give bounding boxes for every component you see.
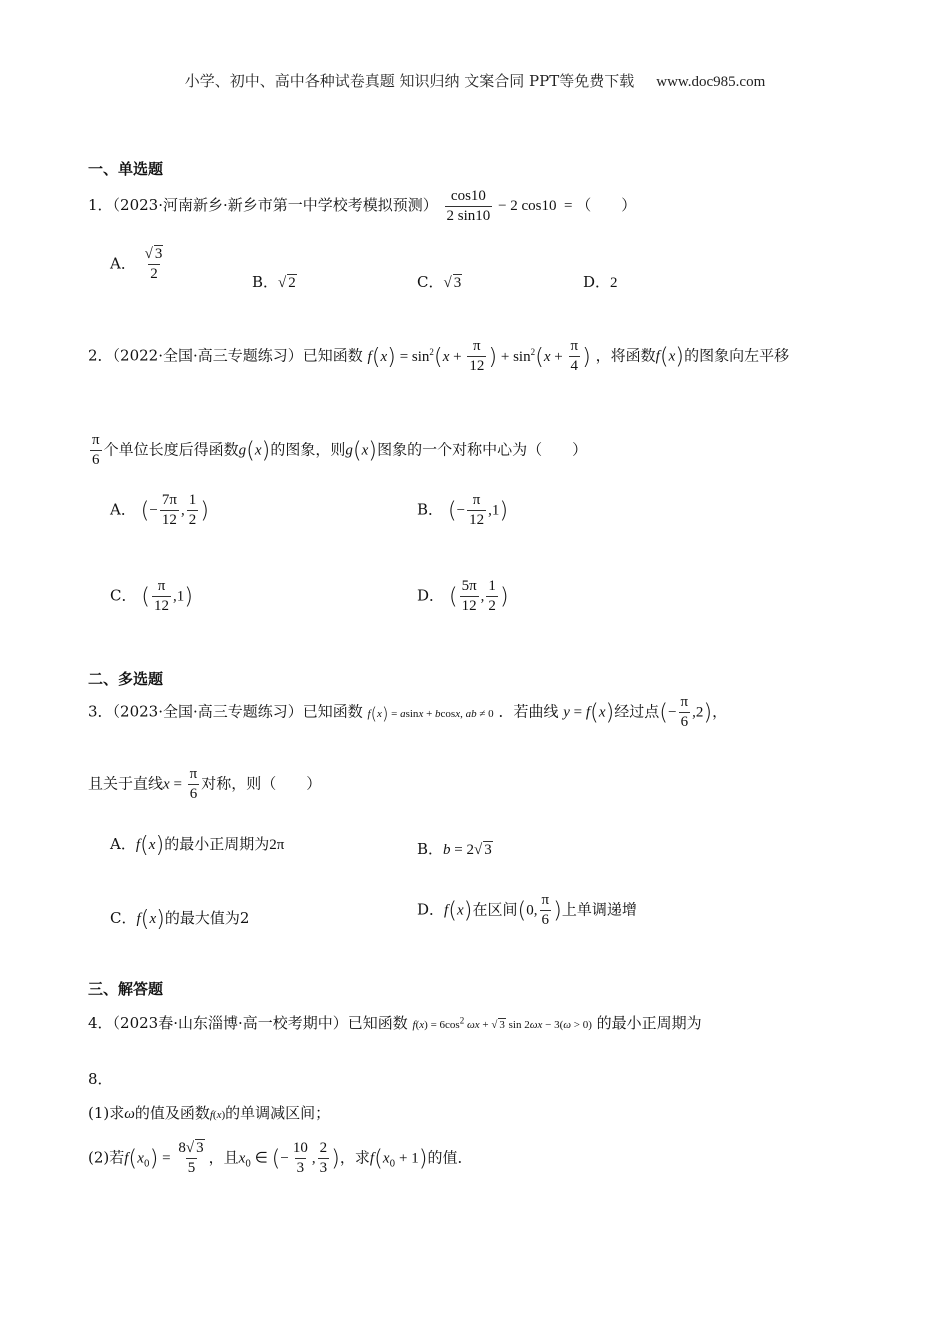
question-3-function: f(x) = asinx + bcosx, ab ≠ 0 — [367, 704, 494, 723]
question-2-option-b[interactable]: B． (− $\frac{\pi}{12}$ ,1) — [417, 492, 509, 528]
question-1-source: （2023·河南新乡·新乡市第一中学校考模拟预测） — [112, 195, 438, 214]
question-4-part-2: (2)若$f(x_0)$ = $\frac{8√ 3}{5}$ ，且$x_0$ ∈ (− $\frac{10}{3}$ , $\frac{2}{3}$ )，求$f(x_0 + 1)$的值． — [88, 1140, 473, 1176]
question-1-option-b[interactable]: B．√ 2 — [252, 273, 296, 291]
section-title-multiple-choice: 二、多选题 — [88, 670, 164, 688]
section-title-single-choice: 一、单选题 — [88, 160, 164, 178]
question-2-stem-line1: 2．（2022·全国·高三专题练习）已知函数 $f(x) = \sin^2(x$ + $\frac{\pi}{12}$ ) + $\sin^2(x$ + $\frac{\pi}{4}$ ) ，将函数f(x)的图象向左平移 — [88, 338, 790, 374]
question-3-option-d[interactable]: D．f(x)在区间(0, $\frac{\pi}{6}$ )上单调递增 — [417, 892, 637, 928]
section-title-solution: 三、解答题 — [88, 980, 164, 998]
question-1-option-c[interactable]: C．√ 3 — [417, 273, 462, 291]
header-url[interactable]: www.doc985.com — [656, 74, 766, 90]
question-2-option-a[interactable]: A． (− $\frac{7\pi}{12}$ , $\frac{1}{2}$ ) — [110, 492, 209, 528]
question-3-option-c[interactable]: C．f(x)的最大值为2 — [110, 906, 250, 932]
option-c-value: √ 3 — [443, 275, 462, 291]
question-3-stem-line2: 且关于直线x = $\frac{\pi}{6}$ 对称，则（ ） — [88, 766, 322, 802]
header-text: 小学、初中、高中各种试卷真题 知识归纳 文案合同 PPT等免费下载 — [184, 72, 635, 90]
question-1-stem — [88, 188, 636, 225]
option-a-value: $\frac{√ 3}{2}$ — [144, 246, 163, 282]
option-b-value: √ 2 — [278, 275, 296, 291]
question-1-number: 1． — [88, 195, 113, 214]
question-1-expression: $\frac{\cos 10}{2 \sin 10}$ − 2 cos10 = — [446, 188, 577, 224]
question-1-option-a[interactable]: A． $\frac{√ 3}{2}$ — [110, 246, 167, 283]
question-2-function: $f(x) = \sin^2(x$ + $\frac{\pi}{12}$ ) + $\sin^2(x$ + $\frac{\pi}{4}$ ) — [367, 338, 591, 374]
question-2-option-d[interactable]: D． ( $\frac{5\pi}{12}$ , $\frac{1}{2}$ ) — [417, 578, 509, 614]
question-4-stem: 4．（2023春·山东淄博·高一校考期中）已知函数 $f(x) = 6\cos^2$ ωx + √ 3 sin 2ωx − 3(ω > 0) 的最小正周期为 — [88, 1014, 702, 1032]
question-1-paren: （ ） — [576, 195, 637, 214]
question-2-number: 2． — [88, 346, 113, 365]
page-header — [0, 70, 950, 91]
question-4-period: 8． — [88, 1070, 113, 1088]
question-1-option-d[interactable]: D．2 — [583, 273, 618, 291]
question-2-option-c[interactable]: C． ( $\frac{\pi}{12}$ ,1) — [110, 578, 194, 614]
question-3-option-b[interactable]: B．b = 2√ 3 — [417, 840, 492, 858]
question-4-part-1: (1)求ω的值及函数f(x)的单调减区间； — [88, 1104, 331, 1122]
question-2-source: （2022·全国·高三专题练习）已知函数 — [112, 346, 363, 365]
option-d-value: 2 — [610, 275, 618, 291]
question-4-function: $f(x) = 6\cos^2$ ωx + √ 3 sin 2ωx − 3(ω > 0) — [412, 1015, 592, 1031]
question-3-stem-line1: 3．（2023·全国·高三专题练习）已知函数 f(x) = asinx + bcosx, ab ≠ 0 ．若曲线 y = f(x)经过点(− $\frac{\pi}{6}$ ,2)， — [88, 694, 728, 730]
question-2-stem-line2: $\frac{\pi}{6}$ 个单位长度后得函数g(x)的图象，则g(x)图象的一个对称中心为（ ） — [92, 432, 588, 468]
question-3-option-a[interactable]: A．f(x)的最小正周期为2π — [110, 832, 285, 858]
